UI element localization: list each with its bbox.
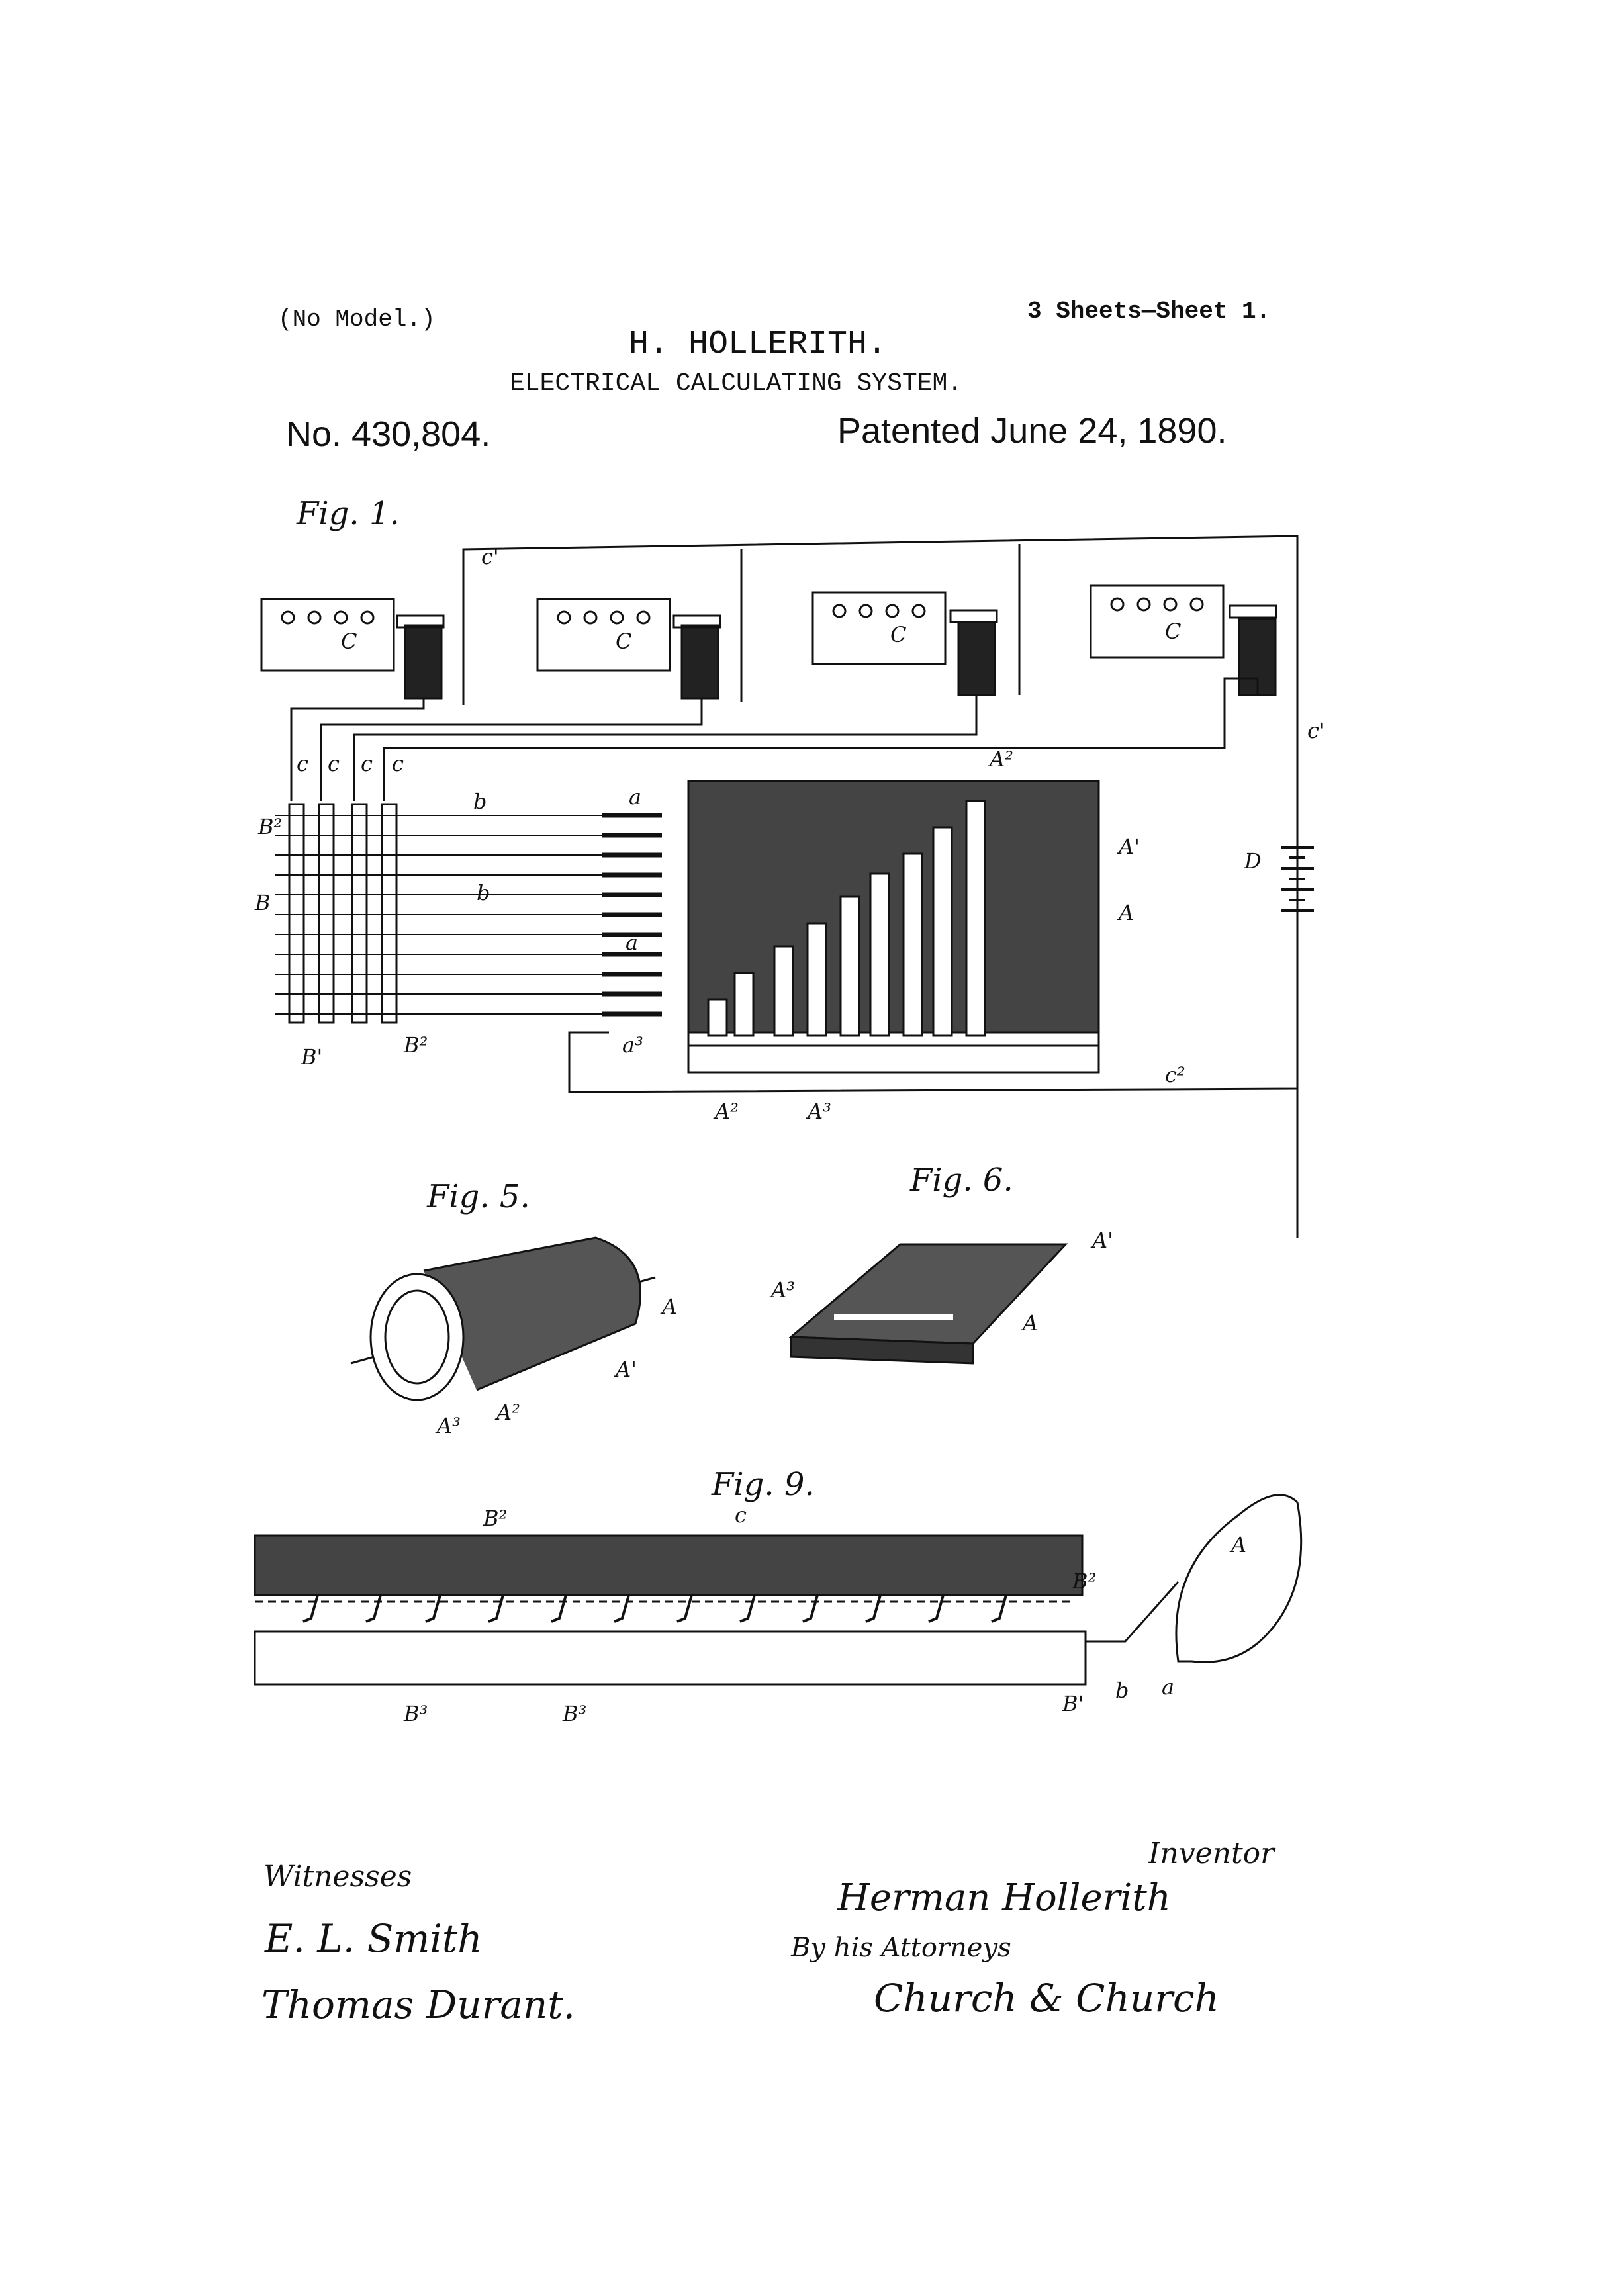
fig1-label-c2: c² (1165, 1062, 1185, 1087)
fig1-label-B-prime: B' (301, 1044, 323, 1070)
fig1-label-b2: b (477, 880, 490, 905)
fig1-label-b1: b (473, 789, 487, 814)
witness-2-signature: Thomas Durant. (261, 1982, 575, 2027)
patent-title: ELECTRICAL CALCULATING SYSTEM. (510, 369, 963, 398)
fig1-label-a2: a (626, 930, 639, 955)
fig1-label-B2-bottom: B² (404, 1033, 428, 1058)
fig9-label-c: c (735, 1502, 747, 1528)
fig9-drawing (255, 1495, 1301, 1684)
fig1-label-C1: C (341, 629, 357, 654)
fig9-label-B2-right: B² (1072, 1569, 1097, 1594)
sheets-note: 3 Sheets—Sheet 1. (1027, 298, 1271, 325)
fig9-label-B-prime: B' (1062, 1691, 1084, 1716)
fig1-label-c1: c (297, 751, 308, 776)
fig1-label-A3: A³ (808, 1099, 831, 1124)
fig1-label-A2-top: A² (990, 747, 1013, 772)
attorneys-signature: Church & Church (874, 1976, 1219, 2021)
patent-date: Patented June 24, 1890. (837, 411, 1227, 451)
fig1-label-c3: c (361, 751, 373, 776)
inventor-signature: Herman Hollerith (837, 1876, 1171, 1919)
fig1-label-C2: C (616, 629, 632, 654)
inventor-name: H. HOLLERITH. (629, 326, 888, 363)
attorneys-label: By his Attorneys (791, 1933, 1011, 1963)
fig1-label-c2: c (328, 751, 340, 776)
fig1-label-B2-left: B² (258, 814, 283, 839)
fig5-label-A2: A² (496, 1400, 520, 1425)
record-strip (688, 781, 1099, 1072)
fig9-label-b: b (1115, 1678, 1129, 1703)
fig9-caption: Fig. 9. (712, 1466, 815, 1503)
brush-pins (303, 1595, 1006, 1622)
fig9-label-B2-top: B² (483, 1506, 508, 1531)
fig1-label-C3: C (890, 622, 907, 647)
fig1-label-a3: a³ (622, 1033, 643, 1058)
no-model-note: (No Model.) (278, 306, 436, 333)
witnesses-label: Witnesses (263, 1860, 412, 1894)
fig1-label-A-prime: A' (1119, 834, 1140, 859)
patent-number: No. 430,804. (286, 414, 491, 454)
fig5-label-A: A (662, 1294, 678, 1319)
fig1-label-c-prime: c' (481, 544, 499, 569)
fig1-label-c-prime-right: c' (1307, 718, 1325, 743)
fig1-label-B: B (255, 890, 271, 915)
fig1-caption: Fig. 1. (297, 495, 400, 532)
fig1-label-D: D (1244, 849, 1262, 874)
battery (1281, 847, 1314, 911)
fig1-label-A: A (1119, 900, 1135, 925)
witness-1-signature: E. L. Smith (265, 1916, 483, 1961)
fig6-label-A-prime: A' (1092, 1228, 1113, 1253)
fig9-label-a: a (1162, 1675, 1175, 1700)
fig5-label-A-prime: A' (616, 1357, 637, 1382)
fig6-strip (791, 1244, 1066, 1363)
fig1-drawing (261, 536, 1314, 1238)
fig9-label-B3-mid: B³ (563, 1701, 587, 1726)
fig1-label-c4: c (392, 751, 404, 776)
fig9-label-B3-left: B³ (404, 1701, 428, 1726)
fig1-label-C4: C (1165, 619, 1182, 644)
fig1-label-a1: a (629, 784, 642, 809)
fig1-label-A2-bottom: A² (715, 1099, 739, 1124)
fig6-caption: Fig. 6. (910, 1162, 1013, 1199)
fig6-label-A3: A³ (771, 1277, 795, 1303)
fig5-cylinder (351, 1238, 655, 1400)
fig9-label-A: A (1231, 1532, 1247, 1557)
fig6-label-A: A (1023, 1310, 1039, 1336)
fig5-label-A3: A³ (437, 1413, 461, 1438)
brushes-a (602, 815, 662, 1014)
inventor-label: Inventor (1148, 1837, 1275, 1870)
fig5-caption: Fig. 5. (427, 1178, 530, 1215)
